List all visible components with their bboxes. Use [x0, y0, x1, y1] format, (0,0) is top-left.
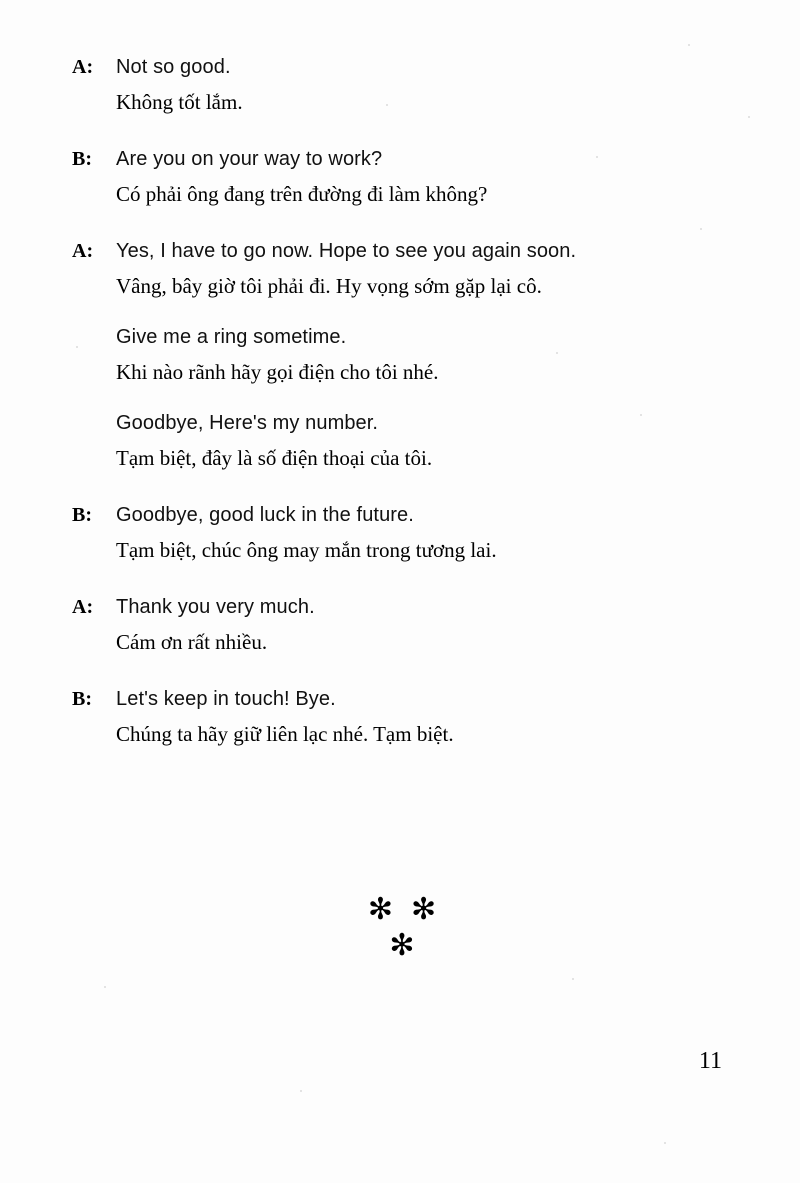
paper-speck	[386, 104, 388, 106]
dialogue-exchange	[72, 142, 732, 212]
speaker-label: B:	[72, 688, 92, 710]
asterisk-icon: ✻	[367, 892, 411, 927]
dialogue-exchange	[72, 590, 732, 660]
speaker-label: A:	[72, 596, 94, 618]
exchange-lines	[116, 50, 732, 120]
line-vietnamese: Vâng, bây giờ tôi phải đi. Hy vọng sớm gặp lại cô.	[116, 274, 542, 298]
line-english: Not so good.	[116, 56, 231, 78]
line-english: Yes, I have to go now. Hope to see you again soon.	[116, 240, 577, 262]
line-english: Goodbye, Here's my number.	[116, 412, 379, 434]
page-number: 11	[698, 1048, 722, 1074]
asterisk-icon-row-bottom	[72, 925, 732, 967]
line-vietnamese: Khi nào rãnh hãy gọi điện cho tôi nhé.	[116, 360, 439, 384]
section-ornament	[72, 892, 732, 967]
line-english: Give me a ring sometime.	[116, 326, 347, 348]
line-english: Goodbye, good luck in the future.	[116, 504, 414, 526]
paper-speck	[556, 352, 558, 354]
line-vietnamese: Cám ơn rất nhiều.	[116, 630, 268, 654]
paper-speck	[596, 156, 598, 158]
exchange-lines	[116, 142, 732, 212]
exchange-lines	[116, 682, 732, 752]
dialogue-exchange	[72, 682, 732, 752]
continuation-block	[116, 406, 732, 476]
line-vietnamese: Tạm biệt, chúc ông may mắn trong tương lai.	[116, 538, 497, 562]
paper-speck	[572, 978, 574, 980]
asterisk-icon: ✻	[411, 892, 455, 927]
speaker-label: A:	[72, 240, 94, 262]
speaker-label: A:	[72, 56, 94, 78]
paper-speck	[664, 1142, 666, 1144]
dialogue-exchange	[72, 498, 732, 568]
exchange-lines	[116, 498, 732, 568]
dialogue-exchange	[72, 50, 732, 120]
asterisk-icon-row-top	[72, 892, 732, 927]
line-vietnamese: Không tốt lắm.	[116, 90, 243, 114]
line-english: Let's keep in touch! Bye.	[116, 688, 336, 710]
line-english: Thank you very much.	[116, 596, 315, 618]
dialogue-container	[72, 50, 732, 963]
paper-speck	[748, 116, 750, 118]
exchange-lines	[116, 590, 732, 660]
paper-speck	[700, 228, 702, 230]
dialogue-exchange	[72, 234, 732, 476]
paper-speck	[640, 414, 642, 416]
line-english: Are you on your way to work?	[116, 148, 383, 170]
speaker-label: B:	[72, 148, 92, 170]
paper-speck	[104, 986, 106, 988]
line-vietnamese: Chúng ta hãy giữ liên lạc nhé. Tạm biệt.	[116, 722, 454, 746]
speaker-label: B:	[72, 504, 92, 526]
paper-speck	[688, 44, 690, 46]
line-vietnamese: Tạm biệt, đây là số điện thoại của tôi.	[116, 446, 433, 470]
asterisk-icon: ✻	[389, 928, 415, 963]
line-vietnamese: Có phải ông đang trên đường đi làm không?	[116, 182, 488, 206]
paper-speck	[76, 346, 78, 348]
exchange-lines	[116, 234, 732, 476]
paper-speck	[300, 1090, 302, 1092]
continuation-block	[116, 320, 732, 390]
